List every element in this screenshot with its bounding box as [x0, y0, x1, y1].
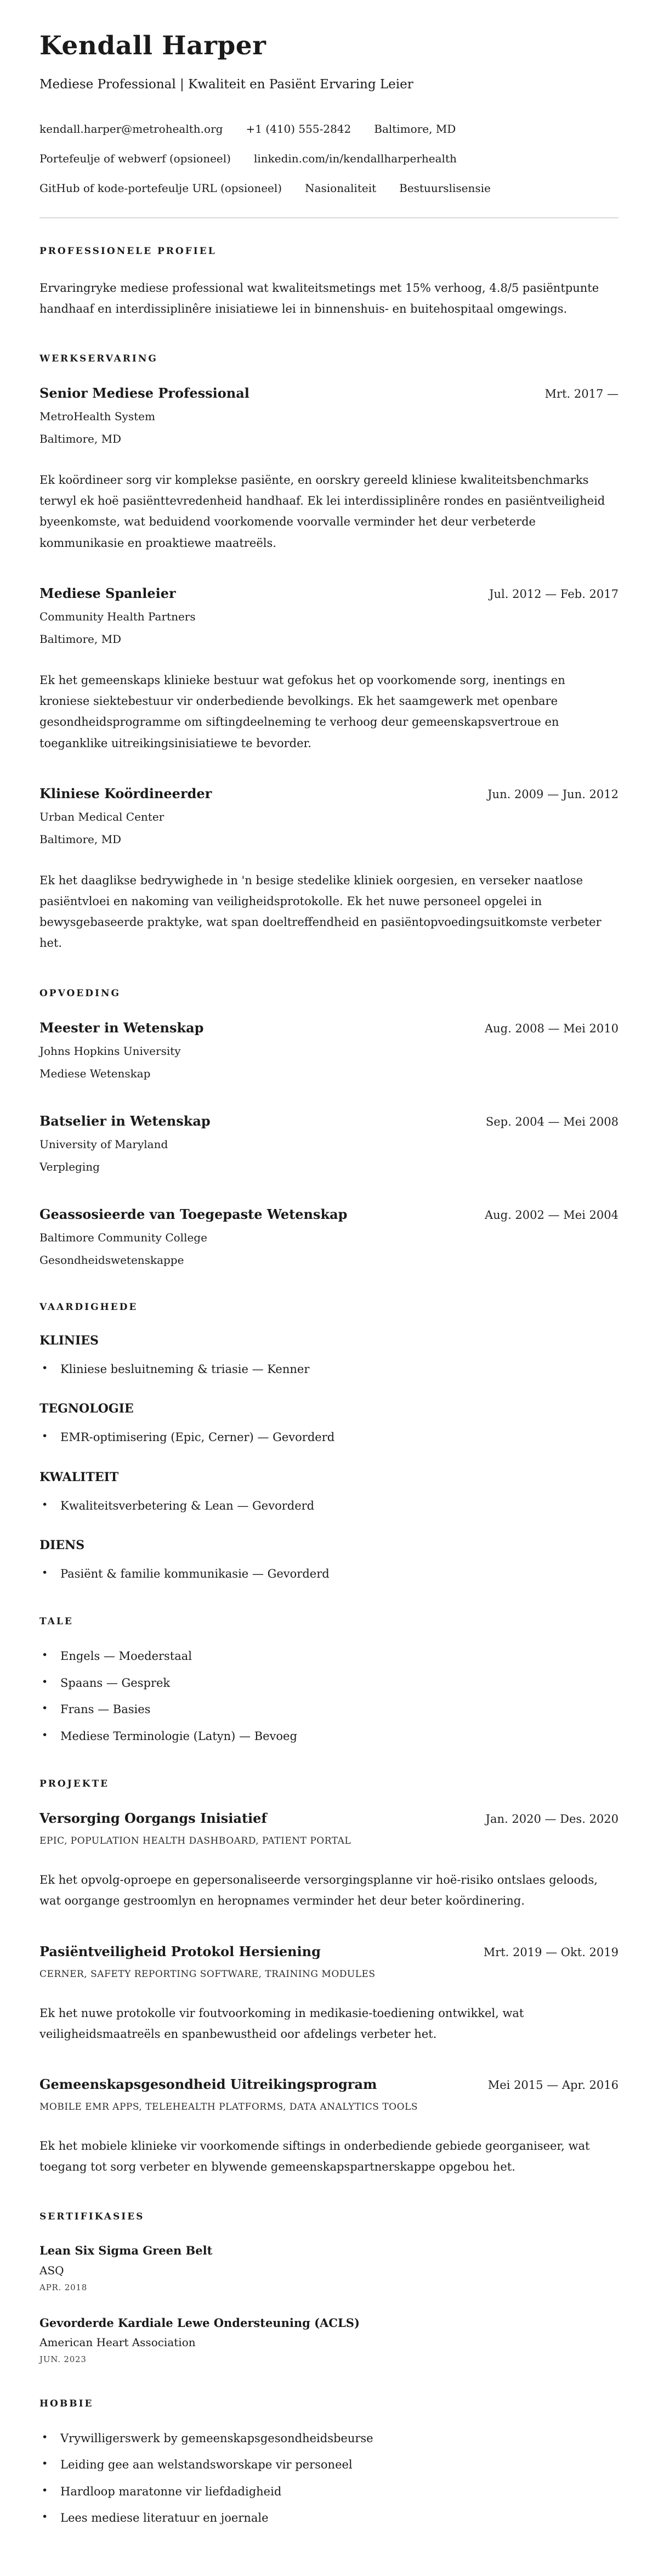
- person-name: Kendall Harper: [39, 31, 266, 61]
- field-of-study: Mediese Wetenskap: [39, 1066, 151, 1080]
- job-location: Baltimore, MD: [39, 832, 122, 846]
- school-name: University of Maryland: [39, 1137, 168, 1151]
- experience-heading: WERKSERVARING: [39, 353, 158, 365]
- project-entry: [39, 1810, 619, 1911]
- skill-list: [39, 1429, 619, 1445]
- project-dates: Jan. 2020 — Des. 2020: [485, 1812, 619, 1826]
- skill-list: [39, 1566, 619, 1582]
- certification-entry: [39, 2315, 619, 2364]
- job-location: Baltimore, MD: [39, 632, 122, 646]
- certification-entry: [39, 2243, 619, 2292]
- section-projects: [39, 1778, 619, 2177]
- job-head: [39, 585, 619, 602]
- hobby-list: [39, 2430, 619, 2527]
- project-dates: Mrt. 2019 — Okt. 2019: [483, 1945, 619, 1959]
- section-experience: [39, 353, 619, 954]
- contact-row-3: [39, 181, 619, 195]
- project-head: [39, 1810, 619, 1827]
- projects-heading: PROJEKTE: [39, 1778, 110, 1790]
- project-head: [39, 2076, 619, 2093]
- hobby-item: • Hardloop maratonne vir liefdadigheid: [39, 2483, 619, 2500]
- degree-title: Geassosieerde van Toegepaste Wetenskap: [39, 1206, 348, 1222]
- job-entry: [39, 385, 619, 553]
- certification-date: APR. 2018: [39, 2282, 88, 2292]
- hobby-item: • Lees mediese literatuur en joernale: [39, 2510, 619, 2526]
- contact-row-2: [39, 151, 619, 166]
- hobby-item: • Leiding gee aan welstandsworskape vir personeel: [39, 2456, 619, 2473]
- job-location: Baltimore, MD: [39, 432, 122, 446]
- language-item: • Spaans — Gesprek: [39, 1675, 619, 1691]
- professional-title: Mediese Professional | Kwaliteit en Pasiënt Ervaring Leier: [39, 77, 413, 92]
- header-divider: [39, 217, 619, 218]
- project-entry: [39, 1944, 619, 2044]
- certification-issuer: American Heart Association: [39, 2336, 196, 2349]
- section-education: [39, 988, 619, 1268]
- job-entry: [39, 786, 619, 954]
- certification-date: JUN. 2023: [39, 2354, 87, 2365]
- field-of-study: Verpleging: [39, 1160, 100, 1173]
- email-text: kendall.harper@metrohealth.org: [39, 122, 223, 135]
- degree-title: Batselier in Wetenskap: [39, 1112, 211, 1129]
- skill-item: • EMR-optimisering (Epic, Cerner) — Gevorderd: [39, 1429, 619, 1445]
- education-entry: [39, 1113, 619, 1174]
- project-description: Ek het nuwe protokolle vir foutvoorkoming in medikasie-toediening ontwikkel, wat veiligheidsmaatreëls en spanbewustheid oor afdelings verbeter het.: [39, 2006, 524, 2041]
- project-description: Ek het mobiele klinieke vir voorkomende siftings in onderbediende gebiede georganiseer, wat toegang tot sorg verbeter en blywende gemeenskapspartnerskappe opgebou het.: [39, 2139, 590, 2174]
- section-certifications: [39, 2211, 619, 2364]
- profile-heading: PROFESSIONELE PROFIEL: [39, 245, 217, 257]
- location-text: Baltimore, MD: [374, 122, 456, 135]
- job-title: Senior Mediese Professional: [39, 385, 249, 402]
- project-entry: [39, 2076, 619, 2177]
- portfolio-placeholder-text: Portefeulje of webwerf (opsioneel): [39, 151, 231, 165]
- language-item: • Frans — Basies: [39, 1701, 619, 1718]
- project-tech: CERNER, SAFETY REPORTING SOFTWARE, TRAINING MODULES: [39, 1968, 376, 1980]
- project-tech: MOBILE EMR APPS, TELEHEALTH PLATFORMS, DATA ANALYTICS TOOLS: [39, 2102, 418, 2113]
- job-head: [39, 385, 619, 402]
- job-title: Mediese Spanleier: [39, 585, 176, 601]
- certification-name: Lean Six Sigma Green Belt: [39, 2244, 213, 2258]
- skills-heading: VAARDIGHEDE: [39, 1301, 138, 1313]
- project-tech: EPIC, POPULATION HEALTH DASHBOARD, PATIENT PORTAL: [39, 1835, 351, 1847]
- skill-list: [39, 1498, 619, 1514]
- school-name: Baltimore Community College: [39, 1230, 207, 1244]
- education-dates: Aug. 2008 — Mei 2010: [484, 1021, 619, 1035]
- language-item: • Mediese Terminologie (Latyn) — Bevoeg: [39, 1728, 619, 1744]
- section-skills: [39, 1302, 619, 1583]
- languages-heading: TALE: [39, 1616, 73, 1628]
- certification-name: Gevorderde Kardiale Lewe Ondersteuning (ACLS): [39, 2315, 360, 2330]
- field-of-study: Gesondheidswetenskappe: [39, 1253, 184, 1267]
- skill-category: KWALITEIT: [39, 1470, 119, 1484]
- section-hobbies: [39, 2398, 619, 2527]
- section-profile: [39, 246, 619, 319]
- nationality-text: Nasionaliteit: [305, 181, 377, 195]
- job-description: Ek koördineer sorg vir komplekse pasiënte, en oorskry gereeld kliniese kwaliteitsbenchmarks terwyl ek hoë pasiënttevredenheid handhaaf. Ek lei interdissiplinêre rondes en pasiëntveiligheid byeenkomste, wat beduidend voorkomende voorvalle verminder het deur verbeterde kommunikasie en proaktiewe maatreëls.: [39, 473, 605, 550]
- education-heading: OPVOEDING: [39, 987, 121, 999]
- project-description: Ek het opvolg-oproepe en gepersonaliseerde versorgingsplanne vir hoë-risiko ontslaes geloods, wat oorgange gestroomlyn en heropnames verminder het deur beter koördinering.: [39, 1873, 598, 1908]
- job-description: Ek het gemeenskaps klinieke bestuur wat gefokus het op voorkomende sorg, inentings en kroniese siektebestuur vir onderbediende bevolkings. Ek het saamgewerk met openbare gesondheidsprogramme om siftingdeelneming te verhoog deur gemeenskapsvertroue en toeganklike uitreikingsinisiatiewe te bevorder.: [39, 673, 565, 750]
- skill-item: • Pasiënt & familie kommunikasie — Gevorderd: [39, 1566, 619, 1582]
- linkedin-text: linkedin.com/in/kendallharperhealth: [253, 151, 457, 165]
- degree-title: Meester in Wetenskap: [39, 1019, 204, 1036]
- job-company: Community Health Partners: [39, 609, 196, 623]
- job-company: MetroHealth System: [39, 410, 155, 423]
- education-head: [39, 1206, 619, 1223]
- job-entry: [39, 585, 619, 754]
- header: [39, 32, 619, 195]
- project-head: [39, 1944, 619, 1960]
- hobby-item: • Vrywilligerswerk by gemeenskapsgesondheidsbeurse: [39, 2430, 619, 2447]
- job-head: [39, 786, 619, 802]
- job-description: Ek het daaglikse bedrywighede in 'n besige stedelike kliniek oorgesien, en verseker naatlose pasiëntvloei en nakoming van veiligheidsprotokolle. Ek het nuwe personeel opgelei in bewysgebaseerde praktyke, wat span doeltreffendheid en pasiëntopvoedingsuitkomste verbeter het.: [39, 873, 602, 950]
- job-title: Kliniese Koördineerder: [39, 785, 212, 801]
- profile-text: Ervaringryke mediese professional wat kwaliteitsmetings met 15% verhoog, 4.8/5 pasiëntpunte handhaaf en interdissiplinêre inisiatiewe lei in binnenshuis- en buitehospitaal omgewings.: [39, 281, 599, 315]
- skill-category: TEGNOLOGIE: [39, 1402, 134, 1416]
- education-entry: [39, 1206, 619, 1268]
- phone-text: +1 (410) 555-2842: [246, 122, 351, 135]
- language-item: • Engels — Moederstaal: [39, 1648, 619, 1664]
- education-head: [39, 1020, 619, 1036]
- education-dates: Sep. 2004 — Mei 2008: [485, 1115, 619, 1128]
- job-dates: Jun. 2009 — Jun. 2012: [487, 787, 619, 801]
- education-dates: Aug. 2002 — Mei 2004: [484, 1208, 619, 1222]
- skill-category: DIENS: [39, 1538, 85, 1552]
- job-dates: Mrt. 2017 —: [544, 387, 619, 401]
- skill-list: [39, 1361, 619, 1377]
- contact-row-1: [39, 122, 619, 136]
- project-title: Versorging Oorgangs Inisiatief: [39, 1810, 267, 1827]
- job-company: Urban Medical Center: [39, 810, 164, 823]
- education-head: [39, 1113, 619, 1129]
- hobbies-heading: HOBBIE: [39, 2398, 94, 2410]
- skill-category: KLINIES: [39, 1333, 99, 1348]
- project-dates: Mei 2015 — Apr. 2016: [487, 2078, 619, 2092]
- project-title: Pasiëntveiligheid Protokol Hersiening: [39, 1943, 321, 1959]
- project-title: Gemeenskapsgesondheid Uitreikingsprogram: [39, 2076, 377, 2093]
- certifications-heading: SERTIFIKASIES: [39, 2211, 145, 2223]
- section-languages: [39, 1616, 619, 1744]
- skill-item: • Kliniese besluitneming & triasie — Kenner: [39, 1361, 619, 1377]
- certification-issuer: ASQ: [39, 2263, 64, 2277]
- drivers-license-text: Bestuurslisensie: [399, 181, 491, 195]
- github-placeholder-text: GitHub of kode-portefeulje URL (opsioneel): [39, 181, 282, 195]
- school-name: Johns Hopkins University: [39, 1044, 181, 1058]
- skill-item: • Kwaliteitsverbetering & Lean — Gevorderd: [39, 1498, 619, 1514]
- education-entry: [39, 1020, 619, 1081]
- job-dates: Jul. 2012 — Feb. 2017: [489, 587, 619, 601]
- language-list: [39, 1648, 619, 1744]
